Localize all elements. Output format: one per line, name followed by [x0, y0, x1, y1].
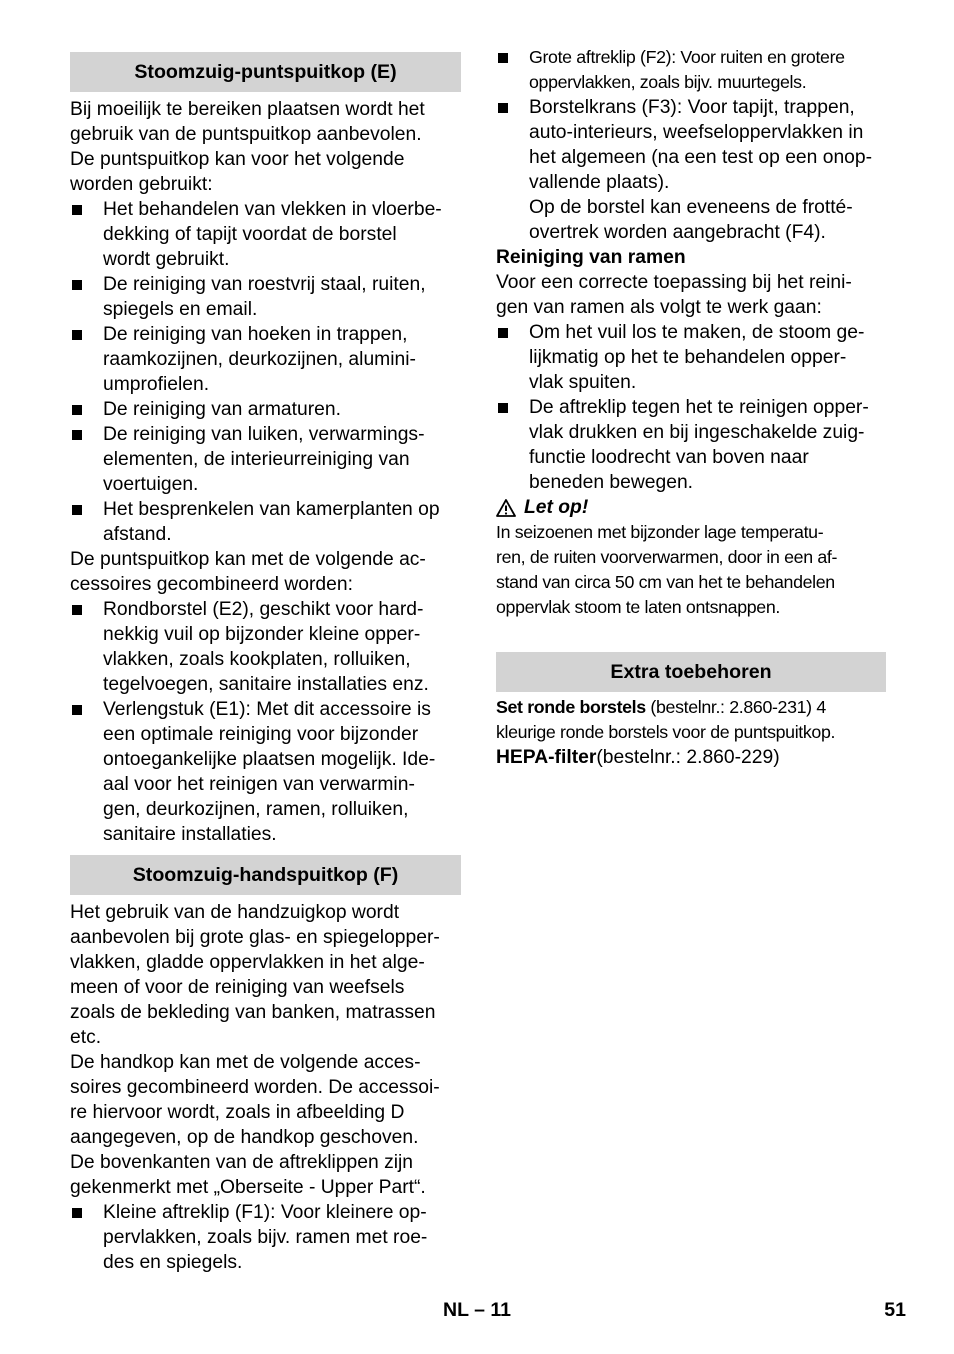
- handkop-list-continued: [496, 45, 886, 195]
- warning-text: In seizoenen met bijzonder lage temperatu- ren, de ruiten voorverwarmen, door in een af- stand van circa 50 cm van het te behandelen oppervlak stoom te laten ontsnappen.: [496, 522, 838, 617]
- list-item: Kleine aftreklip (F1): Voor kleinere op- pervlakken, zoals bijv. ramen met roe- des en spiegels.: [70, 1200, 461, 1275]
- intro-paragraph: Bij moeilijk te bereiken plaatsen wordt het gebruik van de puntspuitkop aanbevolen. De puntspuitkop kan voor het volgende worden gebruikt:: [70, 99, 425, 195]
- accessory-item-brushes: Set ronde borstels (bestelnr.: 2.860-231) 4 kleurige ronde borstels voor de puntspuitkop.: [496, 697, 836, 742]
- subheading-windows: Reiniging van ramen: [496, 247, 686, 268]
- bullet-icon: [72, 405, 82, 415]
- handkop-paragraph-2: De handkop kan met de volgende acces- soires gecombineerd worden. De accessoi- re hiervoor wordt, zoals in afbeelding D aangegeven, op de handkop geschoven. De bovenkanten van de aftreklippen zijn gekenmerkt met „Oberseite - Upper Part“.: [70, 1052, 440, 1198]
- section-heading-puntspuitkop: Stoomzuig-puntspuitkop (E): [70, 52, 461, 92]
- list-item: Grote aftreklip (F2): Voor ruiten en grotere oppervlakken, zoals bijv. muurtegels.: [496, 45, 886, 95]
- bullet-icon: [72, 430, 82, 440]
- bullet-icon: [498, 403, 508, 413]
- section-heading-handspuitkop: Stoomzuig-handspuitkop (F): [70, 855, 461, 895]
- warning-triangle-icon: [496, 499, 516, 517]
- uses-list: [70, 197, 461, 547]
- section-heading-extra-toebehoren: Extra toebehoren: [496, 652, 886, 692]
- accessory-item-hepa: HEPA-filter(bestelnr.: 2.860-229): [496, 747, 780, 768]
- accessories-list: [70, 597, 461, 847]
- handkop-paragraph-1: Het gebruik van de handzuigkop wordt aanbevolen bij grote glas- en spiegelopper- vlakken, gladde oppervlakken in het alge- meen of voor de reiniging van weefsels zoals de bekleding van banken, matrassen etc.: [70, 902, 440, 1048]
- page-number: 51: [884, 1299, 906, 1321]
- list-item: Om het vuil los te maken, de stoom ge- lijkmatig op het te behandelen opper- vlak spuiten.: [496, 320, 886, 395]
- bullet-icon: [72, 280, 82, 290]
- right-column: [496, 45, 886, 770]
- list-item: De reiniging van roestvrij staal, ruiten, spiegels en email.: [70, 272, 461, 322]
- list-item: De reiniging van armaturen.: [70, 397, 461, 422]
- footer-section-page: NL – 11: [443, 1299, 511, 1321]
- list-item: Borstelkrans (F3): Voor tapijt, trappen, auto-interieurs, weefseloppervlakken in het algemeen (na een test op een onop- vallende plaats).: [496, 95, 886, 195]
- handkop-list: [70, 1200, 461, 1275]
- windows-list: [496, 320, 886, 495]
- bullet-icon: [72, 205, 82, 215]
- list-item: De aftreklip tegen het te reinigen opper- vlak drukken en bij ingeschakelde zuig- functie loodrecht van boven naar beneden bewegen.: [496, 395, 886, 495]
- list-item: De reiniging van luiken, verwarmings- elementen, de interieurreiniging van voertuigen.: [70, 422, 461, 497]
- left-column: [70, 52, 461, 1275]
- list-continuation: Op de borstel kan eveneens de frotté- overtrek worden aangebracht (F4).: [529, 197, 853, 243]
- bullet-icon: [498, 328, 508, 338]
- list-item: Verlengstuk (E1): Met dit accessoire is een optimale reiniging voor bijzonder ontoegankelijke plaatsen mogelijk. Ide- aal voor het reinigen van verwarmin- gen, deurkozijnen, ramen, rolluiken, sanitaire installaties.: [70, 697, 461, 847]
- list-item: Rondborstel (E2), geschikt voor hard- nekkig vuil op bijzonder kleine opper- vlakken, zoals kookplaten, rolluiken, tegelvoegen, sanitaire installaties enz.: [70, 597, 461, 697]
- bullet-icon: [498, 53, 508, 63]
- warning-label: Let op!: [496, 495, 886, 520]
- bullet-icon: [72, 705, 82, 715]
- bullet-icon: [72, 505, 82, 515]
- list-item: Het behandelen van vlekken in vloerbe- dekking of tapijt voordat de borstel wordt gebruikt.: [70, 197, 461, 272]
- accessories-intro: De puntspuitkop kan met de volgende ac- cessoires gecombineerd worden:: [70, 549, 426, 595]
- bullet-icon: [72, 605, 82, 615]
- bullet-icon: [72, 330, 82, 340]
- list-item: Het besprenkelen van kamerplanten op afstand.: [70, 497, 461, 547]
- bullet-icon: [72, 1208, 82, 1218]
- windows-intro: Voor een correcte toepassing bij het reini- gen van ramen als volgt te werk gaan:: [496, 272, 852, 318]
- bullet-icon: [498, 103, 508, 113]
- list-item: De reiniging van hoeken in trappen, raamkozijnen, deurkozijnen, alumini- umprofielen.: [70, 322, 461, 397]
